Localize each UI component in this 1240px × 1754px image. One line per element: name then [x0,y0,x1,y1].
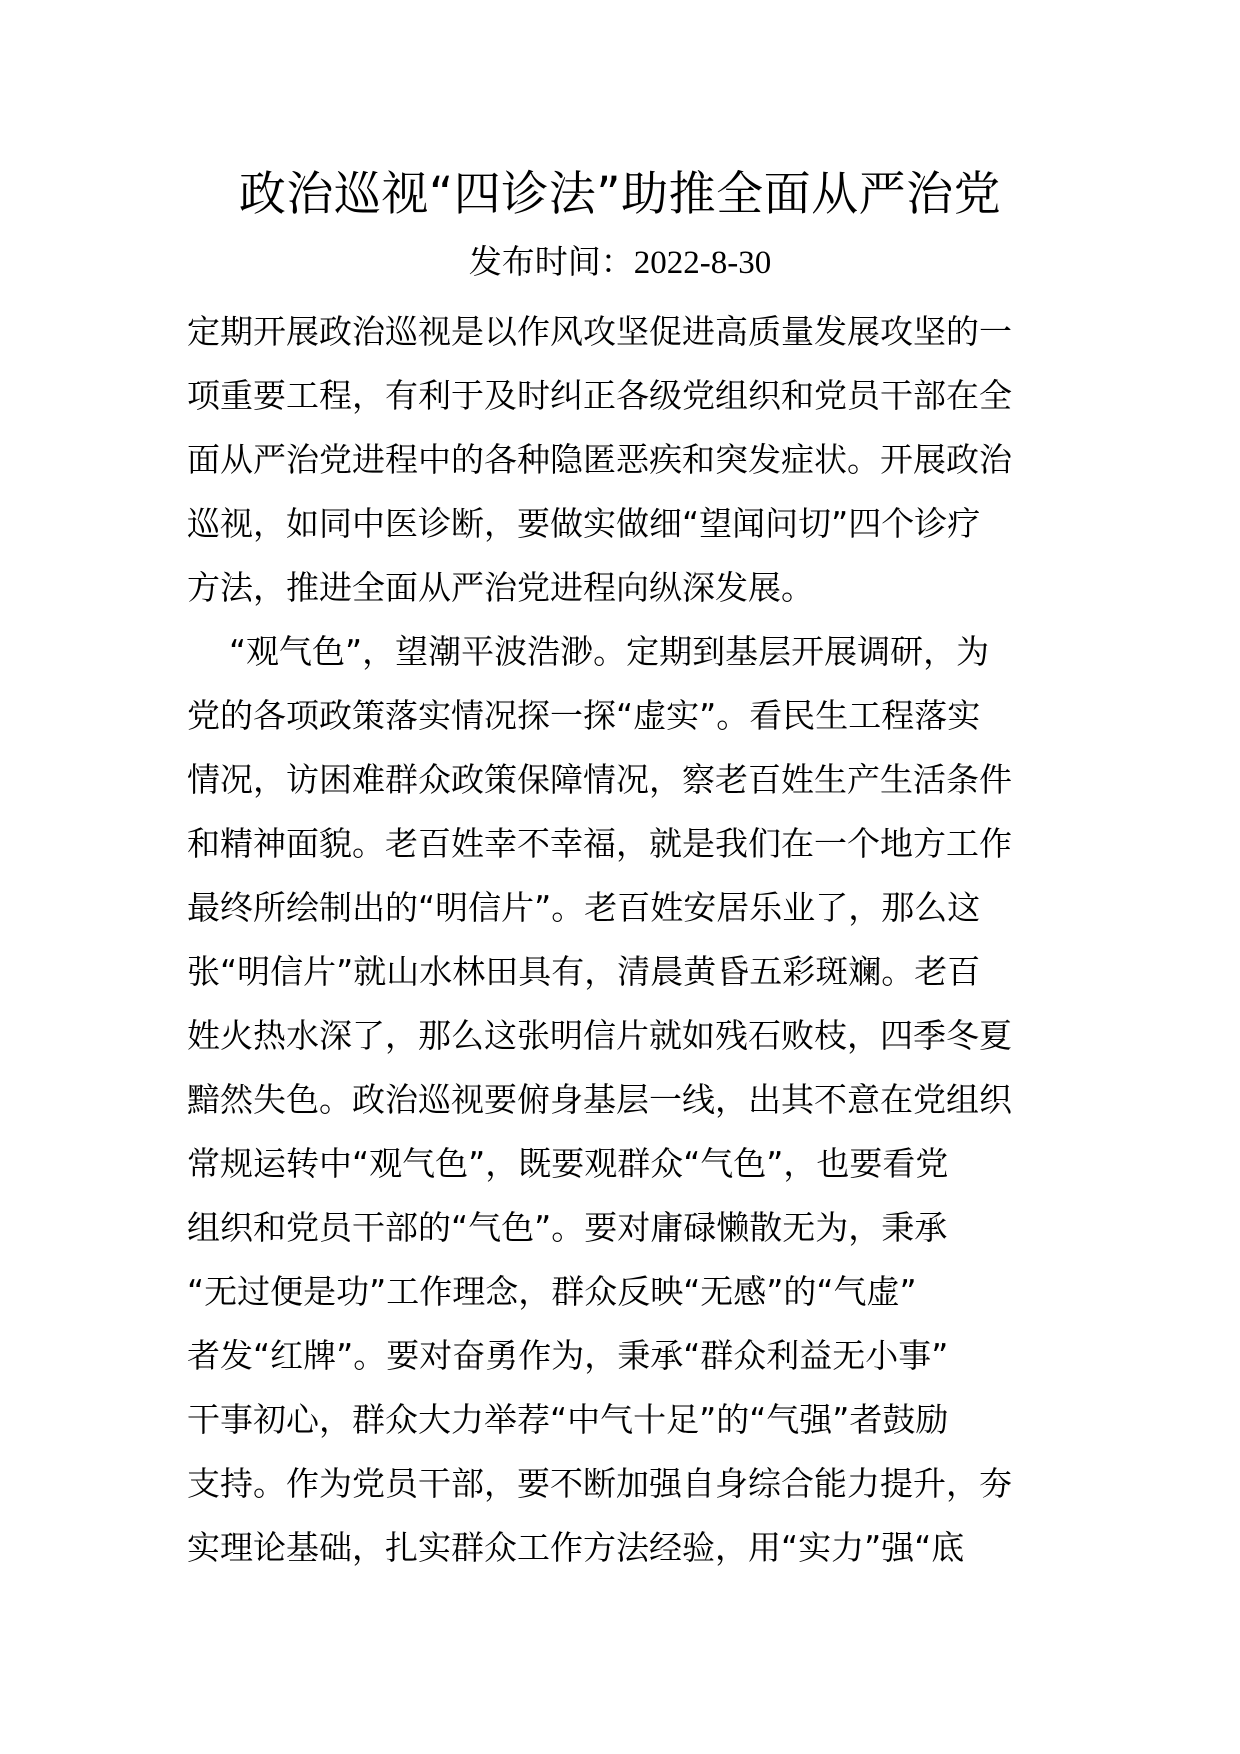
body-line: 干事初心，群众大力举荐“中气十足”的“气强”者鼓励 [187,1400,949,1439]
body-line: 姓火热水深了，那么这张明信片就如残石败枝，四季冬夏 [187,1016,1012,1055]
body-line: 方法，推进全面从严治党进程向纵深发展。 [187,568,814,607]
body-line: “无过便是功”工作理念，群众反映“无感”的“气虚” [187,1272,917,1311]
body-line: 者发“红牌”。要对奋勇作为，秉承“群众利益无小事” [187,1336,949,1375]
body-line: 项重要工程，有利于及时纠正各级党组织和党员干部在全 [187,376,1012,415]
publish-date-line [0,240,1240,285]
body-line: 党的各项政策落实情况探一探“虚实”。看民生工程落实 [187,696,981,735]
body-line: 定期开展政治巡视是以作风攻坚促进高质量发展攻坚的一 [187,312,1012,351]
body-line: 最终所绘制出的“明信片”。老百姓安居乐业了，那么这 [187,888,981,927]
body-line: 面从严治党进程中的各种隐匿恶疾和突发症状。开展政治 [187,440,1012,479]
article-title: 政治巡视“四诊法”助推全面从严治党 [238,167,1002,222]
body-line: 常规运转中“观气色”，既要观群众“气色”，也要看党 [187,1144,949,1183]
body-line: 张“明信片”就山水林田具有，清晨黄昏五彩斑斓。老百 [187,952,981,991]
article-body [187,300,1057,1580]
body-line: 实理论基础，扎实群众工作方法经验，用“实力”强“底 [187,1528,965,1567]
body-line: 情况，访困难群众政策保障情况，察老百姓生产生活条件 [187,760,1012,799]
publish-date-label: 发布时间： [468,242,634,281]
body-line: “观气色”，望潮平波浩渺。定期到基层开展调研，为 [187,632,990,671]
publish-date-value: 2022-8-30 [633,245,772,281]
body-line: 支持。作为党员干部，要不断加强自身综合能力提升，夯 [187,1464,1012,1503]
body-line: 黯然失色。政治巡视要俯身基层一线，出其不意在党组织 [187,1080,1012,1119]
body-line: 巡视，如同中医诊断，要做实做细“望闻问切”四个诊疗 [187,504,981,543]
body-line: 和精神面貌。老百姓幸不幸福，就是我们在一个地方工作 [187,824,1012,863]
body-line: 组织和党员干部的“气色”。要对庸碌懒散无为，秉承 [187,1208,948,1247]
